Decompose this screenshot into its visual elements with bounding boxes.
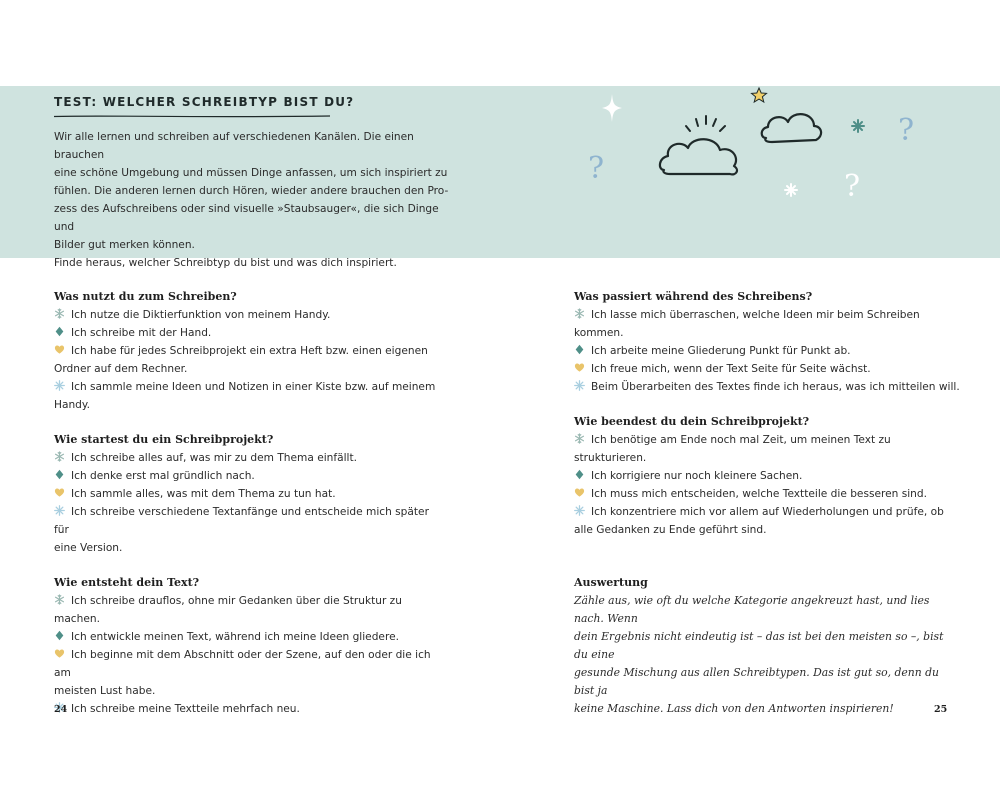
question-title: Was passiert während des Schreibens? [574,290,813,303]
question-block [54,574,446,718]
evaluation-line: gesunde Mischung aus allen Schreibtypen. Das ist gut so, denn du bist ja [574,666,940,697]
star-icon [574,380,585,391]
cloud-icon [762,114,821,142]
evaluation-block [574,574,966,718]
evaluation-line: keine Maschine. Lass dich von den Antworten inspirieren! [574,702,894,715]
star-icon [852,120,864,132]
answer-option: Ich schreibe drauflos, ohne mir Gedanken über die Struktur zu machen. [54,595,402,625]
star-icon [752,88,767,102]
star-icon [785,184,797,196]
answer-option: Ich sammle meine Ideen und Notizen in einer Kiste bzw. auf meinem Handy. [54,381,436,411]
question-mark-icon: ? [844,169,861,204]
answer-option: Ich muss mich entscheiden, welche Textteile die besseren sind. [574,485,966,503]
doodle-illustration [580,86,960,258]
answer-option: Ich benötige am Ende noch mal Zeit, um meinen Text zu strukturieren. [574,434,891,464]
star-icon [54,380,65,391]
answer-option-continuation: alle Gedanken zu Ende geführt sind. [574,524,767,536]
answer-option: Ich schreibe verschiedene Textanfänge und entscheide mich später für [54,506,429,536]
answer-option: Ich schreibe mit der Hand. [54,324,446,342]
diamond-icon [574,469,585,480]
snowflake-icon [574,433,585,444]
header-band [0,86,1000,269]
test-title: TEST: WELCHER SCHREIBTYP BIST DU? [54,95,355,109]
question-title: Wie entsteht dein Text? [54,576,200,589]
star-icon [54,505,65,516]
answer-option-continuation: eine Version. [54,542,123,554]
answer-option: Beim Überarbeiten des Textes finde ich heraus, was ich mitteilen will. [574,378,966,396]
answer-option-continuation: Ordner auf dem Rechner. [54,363,188,375]
diamond-icon [54,630,65,641]
intro-line: Finde heraus, welcher Schreibtyp du bist und was dich inspiriert. [54,257,397,269]
question-block [574,288,966,396]
evaluation-line: Zähle aus, wie oft du welche Kategorie angekreuzt hast, und lies nach. Wenn [574,594,930,625]
snowflake-icon [574,308,585,319]
intro-line: zess des Aufschreibens oder sind visuelle »Staubsauger«, die sich Dinge und [54,203,439,233]
intro-text [54,128,454,272]
answer-option: Ich beginne mit dem Abschnitt oder der Szene, auf den oder die ich am [54,649,431,679]
heart-icon [574,362,585,373]
title-underline-decoration [54,114,330,119]
answer-option: Ich konzentriere mich vor allem auf Wiederholungen und prüfe, ob [574,503,966,521]
question-block [54,431,446,557]
answer-option-continuation: meisten Lust habe. [54,685,156,697]
star-icon [574,505,585,516]
answer-option: Ich arbeite meine Gliederung Punkt für Punkt ab. [574,342,966,360]
answer-option: Ich entwickle meinen Text, während ich meine Ideen gliedere. [54,628,446,646]
answer-option: Ich nutze die Diktierfunktion von meinem Handy. [54,306,446,324]
intro-line: Bilder gut merken können. [54,239,195,251]
evaluation-line: dein Ergebnis nicht eindeutig ist – das ist bei den meisten so –, bist du eine [574,630,944,661]
answer-option: Ich schreibe alles auf, was mir zu dem Thema einfällt. [54,449,446,467]
question-title: Was nutzt du zum Schreiben? [54,290,237,303]
intro-line: Wir alle lernen und schreiben auf verschiedenen Kanälen. Die einen brauchen [54,131,414,161]
question-block [54,288,446,414]
question-title: Wie beendest du dein Schreibprojekt? [574,415,810,428]
diamond-icon [54,469,65,480]
question-mark-icon: ? [588,151,605,186]
heart-icon [54,344,65,355]
answer-option: Ich freue mich, wenn der Text Seite für Seite wächst. [574,360,966,378]
question-mark-icon: ? [898,113,915,148]
answer-option: Ich habe für jedes Schreibprojekt ein extra Heft bzw. einen eigenen [54,342,446,360]
page-number-left: 24 [54,704,68,715]
sparkle-icon [602,94,622,122]
answer-option: Ich sammle alles, was mit dem Thema zu tun hat. [54,485,446,503]
diamond-icon [54,326,65,337]
question-title: Wie startest du ein Schreibprojekt? [54,433,274,446]
intro-line: fühlen. Die anderen lernen durch Hören, wieder andere brauchen den Pro- [54,185,449,197]
snowflake-icon [54,451,65,462]
cloud-icon [660,139,737,174]
question-block [574,413,966,539]
answer-option: Ich korrigiere nur noch kleinere Sachen. [574,467,966,485]
heart-icon [54,487,65,498]
answer-option: Ich denke erst mal gründlich nach. [54,467,446,485]
heart-icon [54,648,65,659]
page-number-right: 25 [934,704,948,715]
sun-rays-icon [686,116,725,131]
snowflake-icon [54,594,65,605]
answer-option: Ich schreibe meine Textteile mehrfach neu. [54,700,446,718]
snowflake-icon [54,308,65,319]
answer-option: Ich lasse mich überraschen, welche Ideen mir beim Schreiben kommen. [574,309,920,339]
heart-icon [574,487,585,498]
intro-line: eine schöne Umgebung und müssen Dinge anfassen, um sich inspiriert zu [54,167,448,179]
evaluation-title: Auswertung [574,576,648,589]
diamond-icon [574,344,585,355]
